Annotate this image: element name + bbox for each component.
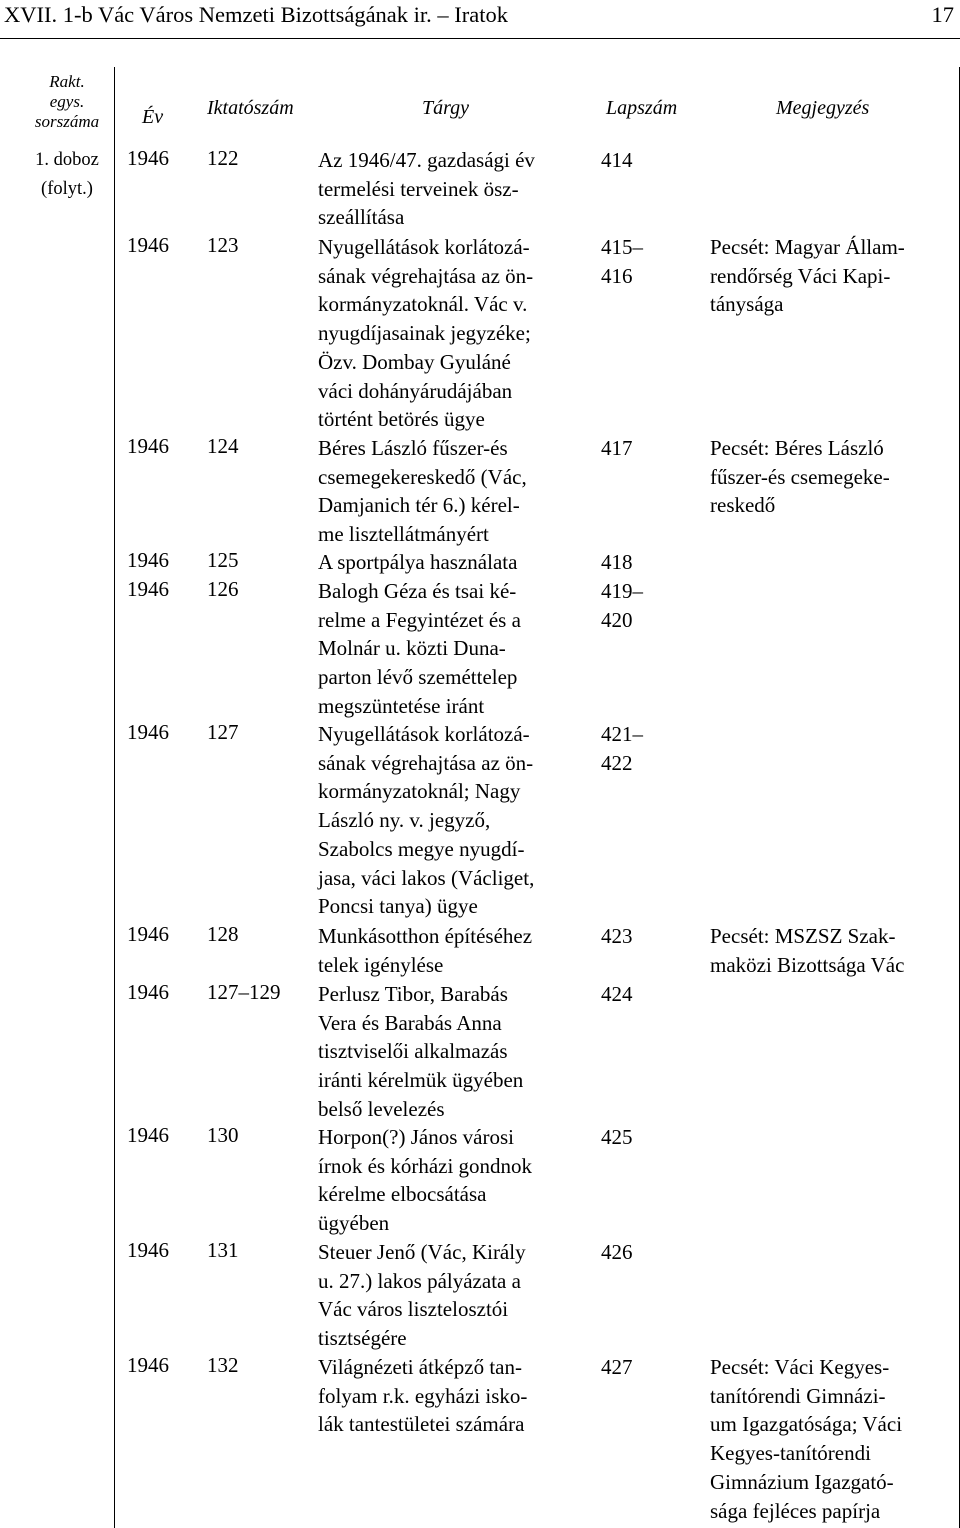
note-line: Pecsét: Váci Kegyes- [710, 1355, 890, 1379]
note-line: reskedő [710, 493, 776, 518]
page-line: 421– [601, 722, 643, 746]
note-line: Kegyes-tanítórendi [710, 1441, 871, 1466]
subject-line: Molnár u. közti Duna- [318, 636, 506, 661]
page-line: 418 [601, 550, 633, 574]
subject-line: tisztségére [318, 1326, 407, 1351]
row-year: 1946 [127, 1238, 169, 1262]
row-pages [601, 1238, 633, 1267]
subject-line: történt betörés ügye [318, 407, 485, 432]
subject-line: sának végrehajtása az ön- [318, 263, 534, 288]
header-iktatoszam: Iktatószám [207, 97, 294, 119]
row-iktatoszam: 132 [207, 1353, 239, 1377]
row-note [710, 233, 905, 319]
row-subject [318, 980, 523, 1124]
page-line: 416 [601, 263, 633, 288]
row-note [710, 1353, 902, 1525]
note-line: tanítórendi Gimnázi- [710, 1383, 886, 1408]
row-year: 1946 [127, 577, 169, 601]
row-year: 1946 [127, 720, 169, 744]
subject-line: írnok és kórházi gondnok [318, 1153, 533, 1178]
row-iktatoszam: 125 [207, 548, 239, 572]
subject-line: kormányzatoknál; Nagy [318, 779, 521, 804]
column-divider [114, 67, 115, 1528]
note-line: sága fejléces papírja [710, 1498, 881, 1523]
storage-unit: 1. doboz (folyt.) [35, 150, 99, 199]
row-subject [318, 1123, 532, 1238]
row-pages [601, 434, 633, 463]
page-line: 422 [601, 750, 633, 775]
row-pages [601, 1123, 633, 1152]
subject-line: Perlusz Tibor, Barabás [318, 982, 508, 1006]
note-line: maközi Bizottsága Vác [710, 952, 905, 977]
row-year: 1946 [127, 922, 169, 946]
row-subject [318, 434, 527, 549]
page-line: 419– [601, 579, 643, 603]
row-note [710, 922, 904, 979]
subject-line: Balogh Géza és tsai ké- [318, 579, 517, 603]
subject-line: László ny. v. jegyző, [318, 808, 491, 833]
row-year: 1946 [127, 548, 169, 572]
subject-line: me lisztellátmányért [318, 522, 489, 547]
subject-line: kérelme elbocsátása [318, 1182, 487, 1207]
page-line: 427 [601, 1355, 633, 1379]
note-line: um Igazgatósága; Váci [710, 1412, 903, 1437]
subject-line: Világnézeti átképző tan- [318, 1355, 522, 1379]
row-iktatoszam: 126 [207, 577, 239, 601]
page-line: 414 [601, 148, 633, 172]
row-pages [601, 577, 643, 634]
row-note [710, 434, 890, 520]
subject-line: Szabolcs megye nyugdí- [318, 836, 525, 861]
subject-line: Vera és Barabás Anna [318, 1010, 502, 1035]
row-year: 1946 [127, 1123, 169, 1147]
running-header-title: XVII. 1-b Vác Város Nemzeti Bizottságának ir. – Iratok [4, 2, 509, 27]
note-line: Pecsét: Magyar Állam- [710, 235, 905, 259]
row-pages [601, 233, 643, 290]
subject-line: A sportpálya használata [318, 550, 518, 574]
subject-line: iránti kérelmük ügyében [318, 1068, 524, 1093]
row-iktatoszam: 123 [207, 233, 239, 257]
subject-line: termelési terveinek ösz- [318, 176, 519, 201]
subject-line: megszüntetése iránt [318, 693, 485, 718]
subject-line: Nyugellátások korlátozá- [318, 235, 530, 259]
subject-line: Özv. Dombay Gyuláné [318, 349, 511, 374]
row-pages [601, 548, 633, 577]
row-iktatoszam: 128 [207, 922, 239, 946]
subject-line: Munkásotthon építéséhez [318, 924, 533, 948]
row-year: 1946 [127, 1353, 169, 1377]
row-iktatoszam: 122 [207, 146, 239, 170]
subject-line: telek igénylése [318, 952, 444, 977]
row-iktatoszam: 127 [207, 720, 239, 744]
subject-line: folyam r.k. egyházi isko- [318, 1383, 528, 1408]
subject-line: Vác város lisztelosztói [318, 1297, 509, 1322]
header-rakt-egys: Rakt. egys. sorszáma [34, 72, 100, 131]
row-pages [601, 720, 643, 777]
page-line: 423 [601, 924, 633, 948]
row-year: 1946 [127, 980, 169, 1004]
row-iktatoszam: 131 [207, 1238, 239, 1262]
subject-line: kormányzatoknál. Vác v. [318, 292, 528, 317]
subject-line: váci dohányárudájában [318, 378, 513, 403]
page-line: 420 [601, 607, 633, 632]
row-subject [318, 922, 532, 979]
row-subject [318, 548, 517, 577]
row-pages [601, 1353, 633, 1382]
row-year: 1946 [127, 434, 169, 458]
row-iktatoszam: 130 [207, 1123, 239, 1147]
header-lapszam: Lapszám [606, 97, 678, 119]
page-line: 415– [601, 235, 643, 259]
note-line: Pecsét: MSZSZ Szak- [710, 924, 896, 948]
note-line: fűszer-és csemegeke- [710, 464, 890, 489]
note-line: Pecsét: Béres László [710, 436, 884, 460]
subject-line: Az 1946/47. gazdasági év [318, 148, 535, 172]
subject-line: relme a Fegyintézet és a [318, 607, 521, 632]
page-line: 425 [601, 1125, 633, 1149]
page-number: 17 [931, 2, 954, 27]
subject-line: sának végrehajtása az ön- [318, 750, 534, 775]
row-year: 1946 [127, 233, 169, 257]
subject-line: parton lévő szeméttelep [318, 665, 518, 690]
row-subject [318, 577, 521, 721]
subject-line: nyugdíjasainak jegyzéke; [318, 321, 531, 346]
row-pages [601, 922, 633, 951]
note-line: Gimnázium Igazgató- [710, 1469, 894, 1494]
header-targy: Tárgy [422, 97, 470, 119]
row-subject [318, 233, 533, 434]
row-subject [318, 720, 534, 921]
subject-line: u. 27.) lakos pályázata a [318, 1268, 521, 1293]
header-ev: Év [142, 106, 164, 128]
subject-line: jasa, váci lakos (Václiget, [318, 865, 535, 890]
subject-line: belső levelezés [318, 1096, 445, 1121]
page-line: 426 [601, 1240, 633, 1264]
subject-line: Nyugellátások korlátozá- [318, 722, 530, 746]
row-subject [318, 1353, 527, 1439]
row-pages [601, 146, 633, 175]
subject-line: Steuer Jenő (Vác, Király [318, 1240, 526, 1264]
row-pages [601, 980, 633, 1009]
row-iktatoszam: 127–129 [207, 980, 281, 1004]
subject-line: Béres László fűszer-és [318, 436, 508, 460]
subject-line: ügyében [318, 1211, 390, 1236]
subject-line: Damjanich tér 6.) kérel- [318, 493, 520, 518]
header-megjegyzes: Megjegyzés [776, 97, 870, 119]
header-rule [0, 38, 960, 39]
page-line: 424 [601, 982, 633, 1006]
subject-line: lák tantestületei számára [318, 1412, 525, 1437]
subject-line: Horpon(?) János városi [318, 1125, 514, 1149]
subject-line: tisztviselői alkalmazás [318, 1039, 508, 1064]
note-line: rendőrség Váci Kapi- [710, 263, 891, 288]
row-subject [318, 146, 535, 232]
subject-line: csemegekereskedő (Vác, [318, 464, 527, 489]
subject-line: Poncsi tanya) ügye [318, 894, 478, 919]
row-subject [318, 1238, 526, 1353]
subject-line: szeállítása [318, 205, 405, 230]
row-year: 1946 [127, 146, 169, 170]
note-line: tánysága [710, 292, 784, 317]
row-iktatoszam: 124 [207, 434, 239, 458]
page-line: 417 [601, 436, 633, 460]
